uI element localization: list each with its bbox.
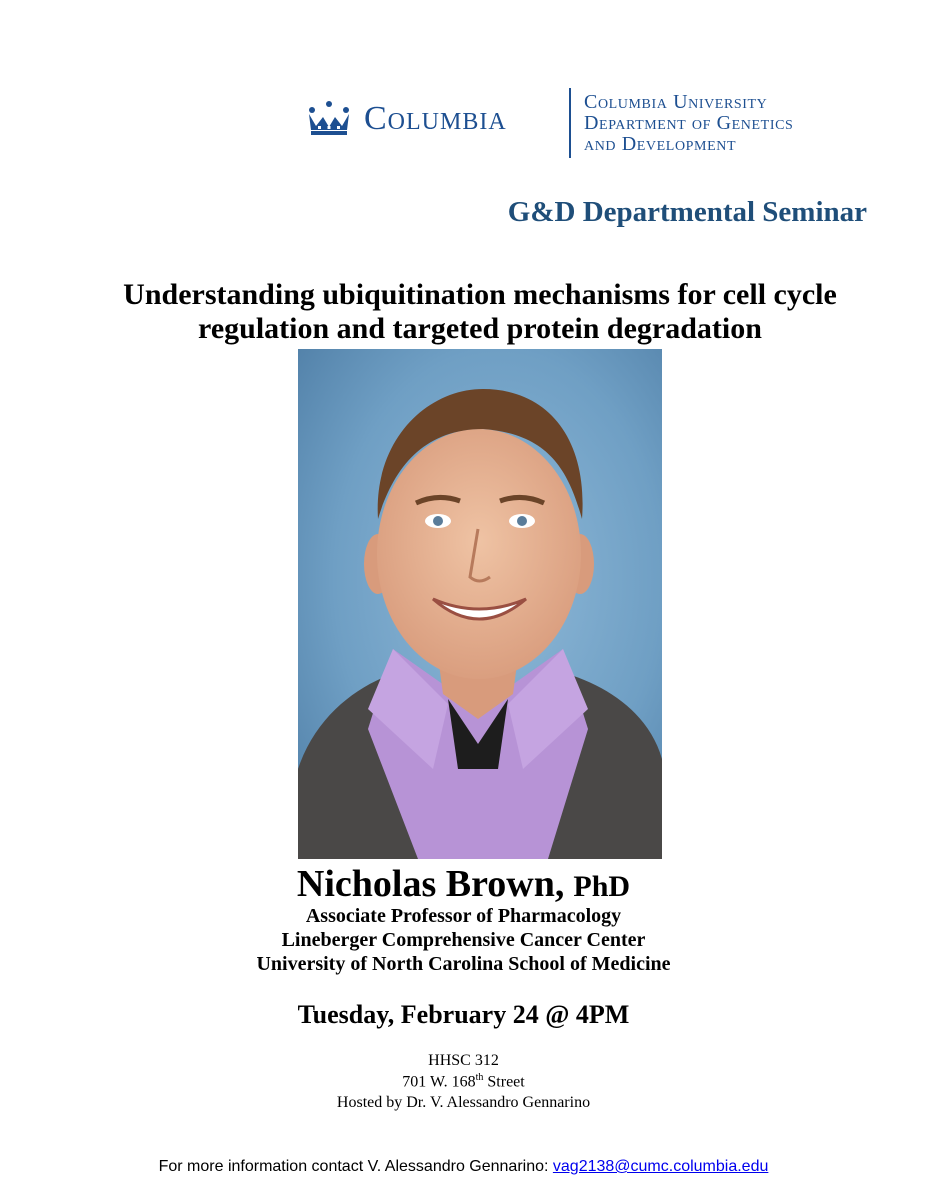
street-prefix: 701 W. 168 <box>402 1073 476 1091</box>
department-name <box>584 92 793 155</box>
speaker-degree: PhD <box>573 870 631 903</box>
crown-icon <box>306 100 352 136</box>
speaker-position: Associate Professor of Pharmacology <box>305 905 622 927</box>
speaker-name <box>0 862 927 906</box>
speaker-center: Lineberger Comprehensive Cancer Center <box>281 929 646 951</box>
seminar-series-title: G&D Departmental Seminar <box>507 196 867 228</box>
event-datetime: Tuesday, February 24 @ 4PM <box>297 1000 630 1029</box>
talk-title: Understanding ubiquitination mechanisms for cell cycle regulation and targeted protein degradation <box>123 278 837 345</box>
logo-divider <box>569 88 571 158</box>
street-suffix: Street <box>483 1073 525 1091</box>
event-address <box>0 1072 927 1091</box>
street-ordinal: th <box>475 1072 484 1083</box>
department-line-1: Columbia University <box>584 91 768 113</box>
columbia-logo <box>306 88 866 160</box>
contact-email-link[interactable]: vag2138@cumc.columbia.edu <box>552 1158 769 1175</box>
speaker-photo <box>298 349 662 859</box>
department-line-3: and Development <box>584 133 737 155</box>
contact-text: For more information contact V. Alessandro Gennarino: <box>158 1158 553 1175</box>
contact-line <box>0 1158 927 1176</box>
event-room: HHSC 312 <box>428 1052 499 1069</box>
speaker-institution: University of North Carolina School of Medicine <box>256 953 671 975</box>
event-host: Hosted by Dr. V. Alessandro Gennarino <box>336 1094 591 1111</box>
columbia-wordmark: Columbia <box>364 100 507 137</box>
speaker-portrait-illustration <box>298 349 662 859</box>
speaker-full-name: Nicholas Brown, <box>296 863 565 905</box>
department-line-2: Department of Genetics <box>584 112 794 134</box>
